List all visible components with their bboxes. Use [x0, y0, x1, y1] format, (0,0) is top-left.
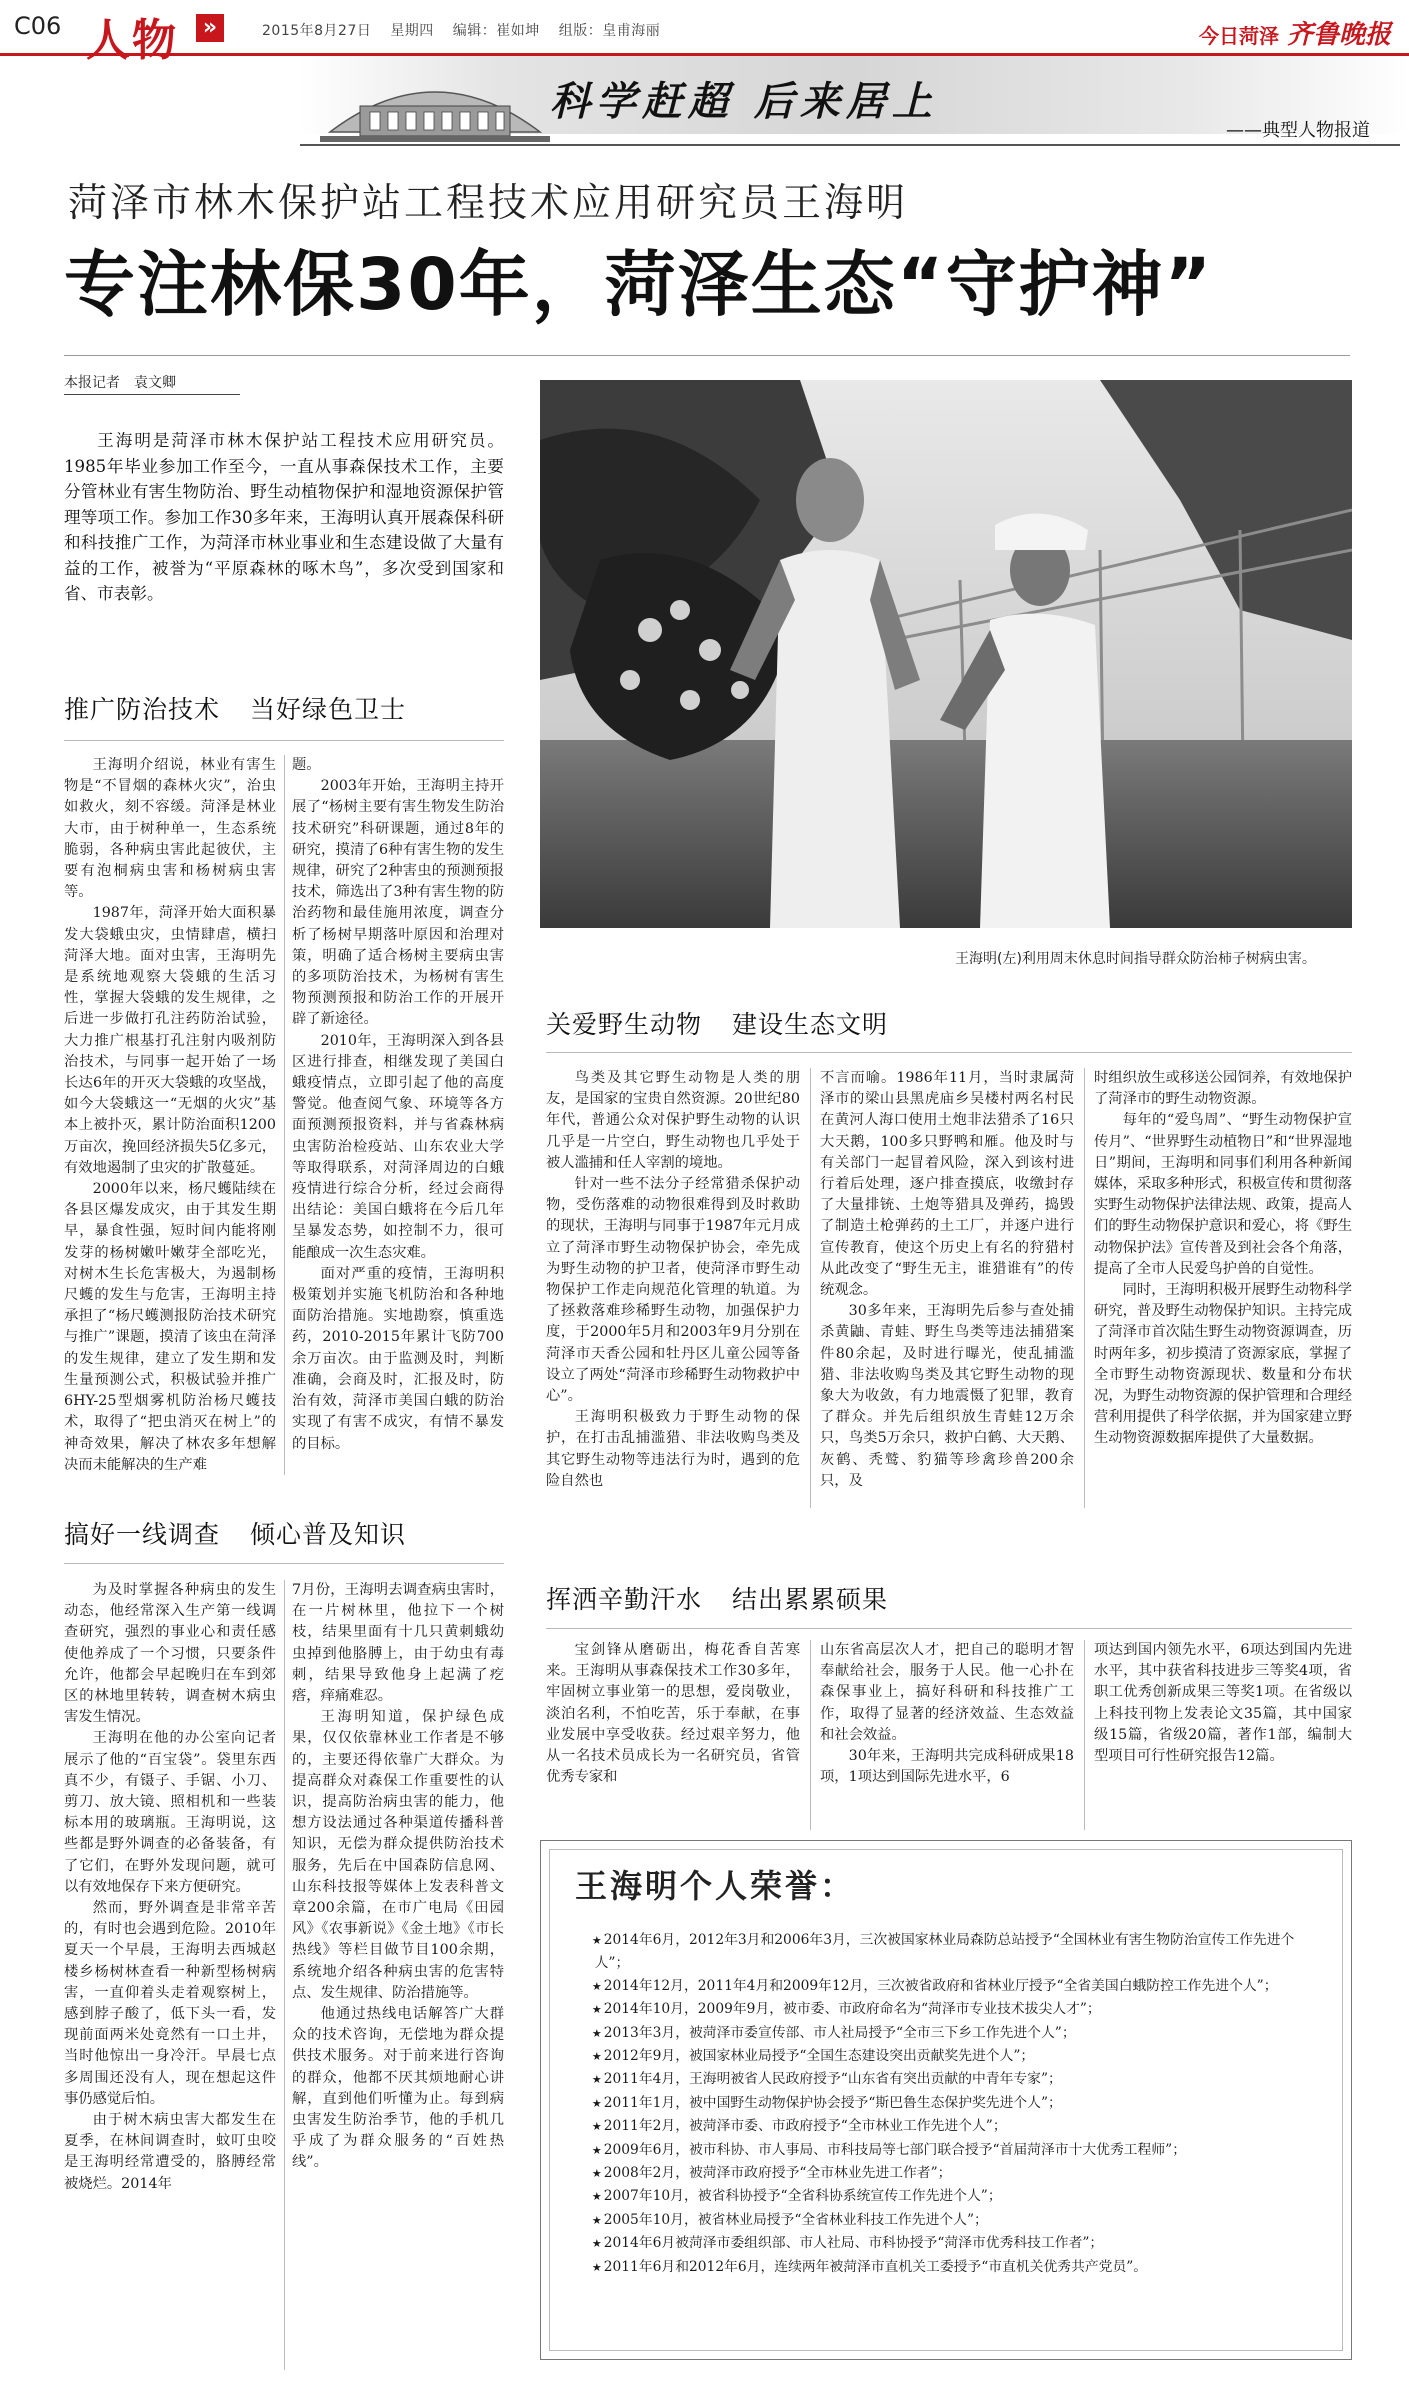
- newspaper-brand: [1199, 14, 1391, 51]
- paragraph: 他通过热线电话解答广大群众的技术咨询，无偿地为群众提供技术服务。对于前来进行咨询的群众，他都不厌其烦地耐心讲解，直到他们听懂为止。每到病虫害发生防治季节，他的手机几乎成了为群众服务的“百姓热线”。: [292, 2006, 504, 2171]
- brand-prefix: 今日菏泽: [1198, 24, 1279, 48]
- section-heading-part-b: 建设生态文明: [732, 1010, 889, 1039]
- sec3-column-1: [546, 1068, 800, 1508]
- honor-item: ★ 2008年2月，被菏泽市政府授予“全市林业先进工作者”；: [567, 2162, 1327, 2185]
- section-divider: [546, 1052, 1352, 1053]
- paragraph: 然而，野外调查是非常辛苦的，有时也会遇到危险。2010年夏天一个早晨，王海明去西城赵楼乡杨树林查看一种新型杨树病害，一直仰着头走着观察树上，感到脖子酸了，低下头一看，发现前面两米处竟然有一口土井，当时他惊出一身冷汗。早晨七点多周围还没有人，现在想起这件事仍感觉后怕。: [64, 1900, 276, 2107]
- section-heading-achievements: [546, 1580, 888, 1616]
- masthead: [0, 0, 1409, 66]
- paragraph: 30年来，王海明共完成科研成果18项，1项达到国际先进水平，6: [820, 1748, 1074, 1786]
- honors-list: [567, 1929, 1327, 2279]
- paragraph: 项达到国内领先水平，6项达到国内先进水平，其中获省科技进步三等奖4项，省职工优秀创新成果三等奖1项。在省级以上科技刊物上发表论文35篇，其中国家级15篇，省级20篇，著作1部，编制大型项目可行性研究报告12篇。: [1094, 1642, 1352, 1765]
- sec1-column-2: [292, 755, 504, 1475]
- photo-caption: 王海明(左)利用周末休息时间指导群众防治柿子树病虫害。: [955, 951, 1316, 967]
- paragraph: 宝剑锋从磨砺出，梅花香自苦寒来。王海明从事森保技术工作30多年，牢固树立事业第一的思想，爱岗敬业，淡泊名利，不怕吃苦，乐于奉献，在事业发展中享受收获。经过艰辛努力，他从一名技术员成长为一名研究员，省管优秀专家和: [546, 1642, 800, 1786]
- sec2-column-1: [64, 1580, 276, 2370]
- section-divider: [64, 740, 504, 741]
- honor-item: ★ 2012年9月，被国家林业局授予“全国生态建设突出贡献奖先进个人”；: [567, 2045, 1327, 2068]
- honor-item: ★ 2011年1月，被中国野生动物保护协会授予“斯巴鲁生态保护奖先进个人”；: [567, 2092, 1327, 2115]
- paragraph: 2010年，王海明深入到各县区进行排查，相继发现了美国白蛾疫情点，立即引起了他的高度警觉。他查阅气象、环境等各方面预测预报资料，并与省森林病虫害防治检疫站、山东农业大学等取得联系，对菏泽周边的白蛾疫情进行综合分析，经过会商得出结论：美国白蛾将在今后几年呈暴发态势，如控制不力，很可能酿成一次生态灾难。: [292, 1032, 504, 1261]
- section-heading-part-b: 当好绿色卫士: [250, 695, 407, 724]
- paragraph: 王海明介绍说，林业有害生物是“不冒烟的森林火灾”，治虫如救火，刻不容缓。菏泽是林业大市，由于树种单一，生态系统脆弱，各种病虫害此起彼伏，主要有泡桐病虫害和杨树病虫害等。: [64, 757, 276, 901]
- paragraph: 由于树木病虫害大都发生在夏季，在林间调查时，蚊叮虫咬是王海明经常遭受的，胳膊经常被烧烂。2014年: [64, 2112, 276, 2192]
- brand-paper-name: 齐鲁晚报: [1286, 20, 1391, 50]
- building-illustration-icon: [320, 62, 550, 142]
- section-heading-prevention: [64, 690, 406, 726]
- paragraph: 2003年开始，王海明主持开展了“杨树主要有害生物发生防治技术研究”科研课题，通过8年的研究，摸清了6种有害生物的发生规律，研究了2种害虫的预测预报技术，筛选出了3种有害生物的防治药物和最佳施用浓度，调查分析了杨树早期落叶原因和治理对策，明确了适合杨树主要病虫害的多项防治技术，为杨树有害生物预测预报和防治工作的开展开辟了新途径。: [292, 778, 504, 1028]
- honor-item: ★ 2014年10月，2009年9月，被市委、市政府命名为“菏泽市专业技术拔尖人才”；: [567, 1998, 1327, 2021]
- paragraph: 为及时掌握各种病虫的发生动态，他经常深入生产第一线调查研究，强烈的事业心和责任感使他养成了一个习惯，只要条件允许，他都会早起晚归在车到郊区的林地里转转，调查树木病虫害发生情况。: [64, 1582, 276, 1726]
- paragraph: 2000年以来，杨尺蠖陆续在各县区爆发成灾，由于其发生期早，暴食性强，短时间内能将刚发芽的杨树嫩叶嫩芽全部吃光，对树木生长危害极大，为遏制杨尺蠖的发生与危害，王海明主持承担了“杨尺蠖测报防治技术研究与推广”课题，摸清了该虫在菏泽的发生规律，建立了发生期和发生量预测公式，积极试验并推广6HY-25型烟雾机防治杨尺蠖技术，取得了“把虫消灭在树上”的神奇效果，解决了林农多年想解决而未能解决的生产难: [64, 1181, 276, 1473]
- section-title: 人物: [86, 15, 178, 66]
- issue-designer: 组版：皇甫海丽: [558, 23, 661, 39]
- honor-item: ★ 2014年6月，2012年3月和2006年3月，三次被国家林业局森防总站授予“全国林业有害生物防治宣传工作先进个人”；: [567, 1929, 1327, 1975]
- section-heading-part-a: 挥洒辛勤汗水: [546, 1585, 703, 1614]
- paragraph: 7月份，王海明去调查病虫害时，在一片树林里，他拉下一个树枝，结果里面有十几只黄刺蛾幼虫掉到他胳膊上，由于幼虫有毒刺，结果导致他身上起满了疙瘩，痒痛难忍。: [292, 1582, 504, 1705]
- column-divider: [1084, 1068, 1085, 1508]
- column-divider: [810, 1068, 811, 1508]
- honor-item: ★ 2011年4月，王海明被省人民政府授予“山东省有突出贡献的中青年专家”；: [567, 2068, 1327, 2091]
- sec1-column-1: [64, 755, 276, 1475]
- sec4-column-1: [546, 1640, 800, 1830]
- sec2-column-2: [292, 1580, 504, 2370]
- page-number: C06: [14, 12, 62, 40]
- banner-subtitle: ——典型人物报道: [1226, 120, 1370, 141]
- honor-item: ★ 2011年6月和2012年6月，连续两年被菏泽市直机关工委授予“市直机关优秀共产党员”。: [567, 2256, 1327, 2279]
- section-heading-part-b: 结出累累硕果: [732, 1585, 889, 1614]
- paragraph: 同时，王海明积极开展野生动物科学研究，普及野生动物保护知识。主持完成了菏泽市首次陆生野生动物资源调查，历时两年多，初步摸清了资源家底，掌握了全市野生动物资源现状、数量和分布状况，为野生动物资源的保护管理和合理经营利用提供了科学依据，并为国家建立野生动物资源数据库提供了大量数据。: [1094, 1282, 1352, 1447]
- honors-box: [540, 1840, 1352, 2360]
- honor-item: ★ 2014年6月被菏泽市委组织部、市人社局、市科协授予“菏泽市优秀科技工作者”；: [567, 2232, 1327, 2255]
- paragraph: 题。: [292, 757, 321, 773]
- issue-meta: [262, 20, 674, 40]
- article-byline: 本报记者 袁文卿: [64, 375, 176, 391]
- paragraph: 不言而喻。1986年11月，当时隶属菏泽市的梁山县黑虎庙乡吴楼村两名村民在黄河人海口使用土炮非法猎杀了16只大天鹅，100多只野鸭和雁。他及时与有关部门一起冒着风险，深入到该村进行着后处理，逐户排查摸底，收缴封存了大量排铳、土炮等猎具及弹药，捣毁了制造土枪弹药的土工厂，并逐户进行宣传教育，使这个历史上有名的狩猎村从此改变了“野生无主，谁猎谁有”的传统观念。: [820, 1070, 1074, 1299]
- section-heading-part-a: 推广防治技术: [64, 695, 221, 724]
- issue-editor: 编辑：崔如坤: [452, 23, 540, 39]
- paragraph: 1987年，菏泽开始大面积暴发大袋蛾虫灾，虫情肆虐，横扫菏泽大地。面对虫害，王海明先是系统地观察大袋蛾的生活习性，掌握大袋蛾的发生规律，之后进一步做打孔注药防治试验，大力推广根基打孔注射内吸剂防治技术，与同事一起开始了一场长达6年的开灭大袋蛾的攻坚战，如今大袋蛾这一“无烟的火灾”基本上被扑灭，累计防治面积1200万亩次，挽回经济损失5亿多元，有效地遏制了虫灾的扩散蔓延。: [64, 905, 276, 1176]
- section-heading-part-b: 倾心普及知识: [250, 1520, 407, 1549]
- article-photo: [540, 380, 1352, 928]
- article-lead: [64, 428, 504, 607]
- column-divider: [284, 1580, 285, 2370]
- honor-item: ★ 2009年6月，被市科协、市人事局、市科技局等七部门联合授予“首届菏泽市十大优秀工程师”；: [567, 2139, 1327, 2162]
- honors-title: 王海明个人荣誉：: [575, 1867, 856, 1905]
- photo-orchard-scene-icon: [540, 380, 1352, 928]
- article-headline: 专注林保30年，菏泽生态“守护神”: [64, 243, 1214, 326]
- article-kicker: 菏泽市林木保护站工程技术应用研究员王海明: [68, 181, 909, 226]
- sec4-column-2: [820, 1640, 1074, 1830]
- column-divider: [1084, 1640, 1085, 1830]
- paragraph: 每年的“爱鸟周”、“野生动物保护宣传月”、“世界野生动植物日”和“世界湿地日”期间，王海明和同事们利用各种新闻媒体，采取多种形式，积极宣传和贯彻落实野生动物保护法律法规、政策，提高人们的野生动物保护意识和爱心，将《野生动物保护法》宣传普及到社会各个角落，提高了全市人民爱鸟护兽的自觉性。: [1094, 1112, 1352, 1277]
- honor-item: ★ 2007年10月，被省科协授予“全省科协系统宣传工作先进个人”；: [567, 2185, 1327, 2208]
- paragraph: 王海明在他的办公室向记者展示了他的“百宝袋”。袋里东西真不少，有镊子、手锯、小刀、剪刀、放大镜、照相机和一些装标本用的玻璃瓶。王海明说，这些都是野外调查的必备装备，有了它们，在野外发现问题，就可以有效地保存下来方便研究。: [64, 1730, 276, 1895]
- column-divider: [284, 755, 285, 1475]
- section-divider: [546, 1628, 1352, 1629]
- banner-divider: [300, 144, 1400, 146]
- honor-item: ★ 2005年10月，被省林业局授予“全省林业科技工作先进个人”；: [567, 2209, 1327, 2232]
- honor-item: ★ 2013年3月，被菏泽市委宣传部、市人社局授予“全市三下乡工作先进个人”；: [567, 2022, 1327, 2045]
- section-heading-survey: [64, 1515, 406, 1551]
- column-divider: [810, 1640, 811, 1830]
- honor-item: ★ 2011年2月，被菏泽市委、市政府授予“全市林业工作先进个人”；: [567, 2115, 1327, 2138]
- section-divider: [64, 1563, 504, 1564]
- sec4-column-3: [1094, 1640, 1352, 1830]
- headline-divider: [64, 355, 1350, 356]
- honor-item: ★ 2014年12月，2011年4月和2009年12月，三次被省政府和省林业厅授予“全省美国白蛾防控工作先进个人”；: [567, 1975, 1327, 1998]
- byline-divider: [64, 394, 240, 395]
- paragraph: 30多年来，王海明先后参与查处捕杀黄鼬、青蛙、野生鸟类等违法捕猎案件80余起，及时进行曝光，使乱捕滥猎、非法收购鸟类及其它野生动物的现象大为收敛，有力地震慑了犯罪，教育了群众。并先后组织放生青蛙12万余只，鸟类5万余只，救护白鹤、大天鹅、灰鹤、秃鹫、豹猫等珍禽珍兽200余只，及: [820, 1303, 1074, 1489]
- paragraph: 时组织放生或移送公园饲养，有效地保护了菏泽市的野生动物资源。: [1094, 1070, 1352, 1108]
- paragraph: 鸟类及其它野生动物是人类的朋友，是国家的宝贵自然资源。20世纪80年代，普通公众对保护野生动物的认识几乎是一片空白，野生动物也几乎处于被人滥捕和任人宰割的境地。: [546, 1070, 800, 1171]
- series-banner: [300, 56, 1409, 151]
- sec3-column-2: [820, 1068, 1074, 1508]
- lead-paragraph: 王海明是菏泽市林木保护站工程技术应用研究员。1985年毕业参加工作至今，一直从事森保技术工作，主要分管林业有害生物防治、野生动植物保护和湿地资源保护管理等项工作。参加工作30多年来，王海明认真开展森保科研和科技推广工作，为菏泽市林业事业和生态建设做了大量有益的工作，被誉为“平原森林的啄木鸟”，多次受到国家和省、市表彰。: [64, 431, 504, 603]
- issue-weekday: 星期四: [390, 23, 434, 39]
- banner-slogan: 科学赶超 后来居上: [550, 78, 938, 125]
- issue-date: 2015年8月27日: [262, 23, 372, 39]
- section-heading-part-a: 搞好一线调查: [64, 1520, 221, 1549]
- paragraph: 面对严重的疫情，王海明积极策划并实施飞机防治和各种地面防治措施。实地勘察，慎重选药，2010-2015年累计飞防700余万亩次。由于监测及时，判断准确，会商及时，汇报及时，防治有效，菏泽市美国白蛾的防治实现了有害不成灾，有情不暴发的目标。: [292, 1265, 504, 1452]
- sec3-column-3: [1094, 1068, 1352, 1508]
- section-heading-wildlife: [546, 1005, 888, 1041]
- paragraph: 王海明积极致力于野生动物的保护，在打击乱捕滥猎、非法收购鸟类及其它野生动物等违法行为时，遇到的危险自然也: [546, 1409, 800, 1489]
- paragraph: 山东省高层次人才，把自己的聪明才智奉献给社会，服务于人民。他一心扑在森保事业上，搞好科研和科技推广工作，取得了显著的经济效益、生态效益和社会效益。: [820, 1642, 1074, 1743]
- section-heading-part-a: 关爱野生动物: [546, 1010, 703, 1039]
- paragraph: 针对一些不法分子经常猎杀保护动物，受伤落难的动物很难得到及时救助的现状，王海明与同事于1987年元月成立了菏泽市野生动物保护协会，牵先成为野生动物的护卫者，使菏泽市野生动物保护工作走向规范化管理的轨道。为了拯救落难珍稀野生动物，加强保护力度，于2000年5月和2003年9月分别在菏泽市天香公园和牡丹区儿童公园等备设立了两处“菏泽市珍稀野生动物救护中心”。: [546, 1176, 800, 1405]
- paragraph: 王海明知道，保护绿色成果，仅仅依靠林业工作者是不够的，主要还得依靠广大群众。为提高群众对森保工作重要性的认识，提高防治病虫害的能力，他想方设法通过各种渠道传播科普知识，无偿为群众提供防治技术服务，先后在中国森防信息网、山东科技报等媒体上发表科普文章200余篇，在市广电局《田园风》《农事新说》《金土地》《市长热线》等栏目做节目100余期，系统地介绍各种病虫害的危害特点、发生规律、防治措施等。: [292, 1709, 504, 2001]
- section-chevron-icon: »: [196, 14, 224, 42]
